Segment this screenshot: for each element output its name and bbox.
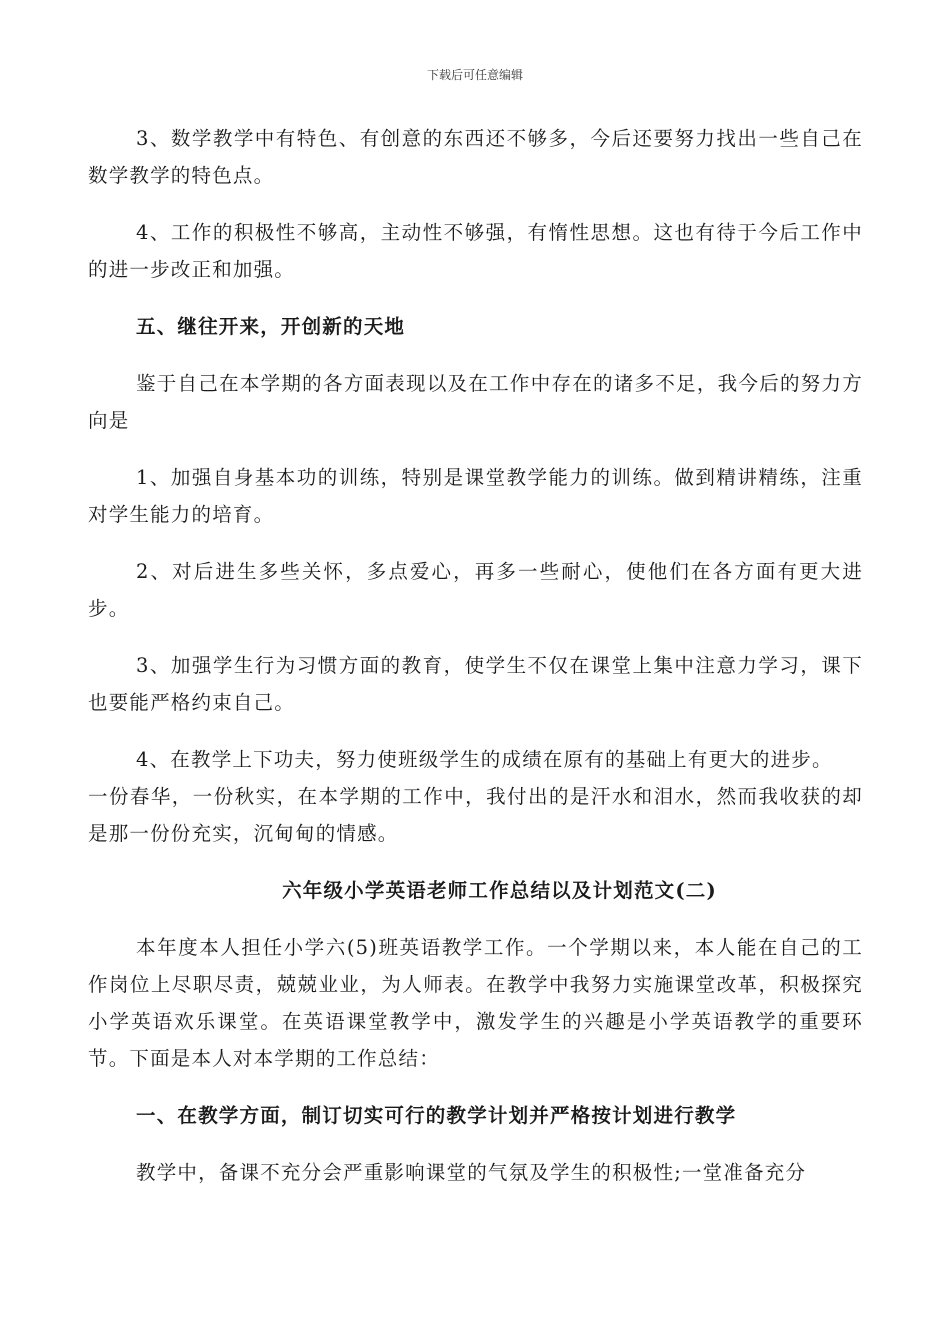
paragraph: 4、工作的积极性不够高，主动性不够强，有惰性思想。这也有待于今后工作中的进一步改正和加强。 [88, 221, 863, 281]
section-heading: 五、继往开来，开创新的天地 [136, 315, 406, 338]
paragraph: 鉴于自己在本学期的各方面表现以及在工作中存在的诸多不足，我今后的努力方向是 [88, 372, 863, 432]
paragraph: 3、加强学生行为习惯方面的教育，使学生不仅在课堂上集中注意力学习，课下也要能严格约束自己。 [88, 654, 863, 714]
paragraph: 4、在教学上下功夫，努力使班级学生的成绩在原有的基础上有更大的进步。 [136, 748, 833, 771]
paragraph: 1、加强自身基本功的训练，特别是课堂教学能力的训练。做到精讲精练，注重对学生能力的培育。 [88, 466, 863, 526]
page-header: 下载后可任意编辑 [426, 68, 523, 82]
document-body [88, 120, 863, 1211]
paragraph: 本年度本人担任小学六(5)班英语教学工作。一个学期以来，本人能在自己的工作岗位上尽职尽责，兢兢业业，为人师表。在教学中我努力实施课堂改革，积极探究小学英语欢乐课堂。在英语课堂教学中，激发学生的兴趣是小学英语教学的重要环节。下面是本人对本学期的工作总结： [88, 936, 863, 1070]
paragraph: 3、数学教学中有特色、有创意的东西还不够多，今后还要努力找出一些自己在数学教学的特色点。 [88, 127, 863, 187]
section-heading: 一、在教学方面，制订切实可行的教学计划并严格按计划进行教学 [136, 1104, 737, 1127]
paragraph: 2、对后进生多些关怀，多点爱心，再多一些耐心，使他们在各方面有更大进步。 [88, 560, 863, 620]
paragraph: 一份春华，一份秋实，在本学期的工作中，我付出的是汗水和泪水，然而我收获的却是那一份份充实，沉甸甸的情感。 [88, 785, 863, 845]
paragraph: 教学中，备课不充分会严重影响课堂的气氛及学生的积极性;一堂准备充分 [136, 1161, 807, 1184]
document-title: 六年级小学英语老师工作总结以及计划范文(二) [282, 879, 717, 902]
